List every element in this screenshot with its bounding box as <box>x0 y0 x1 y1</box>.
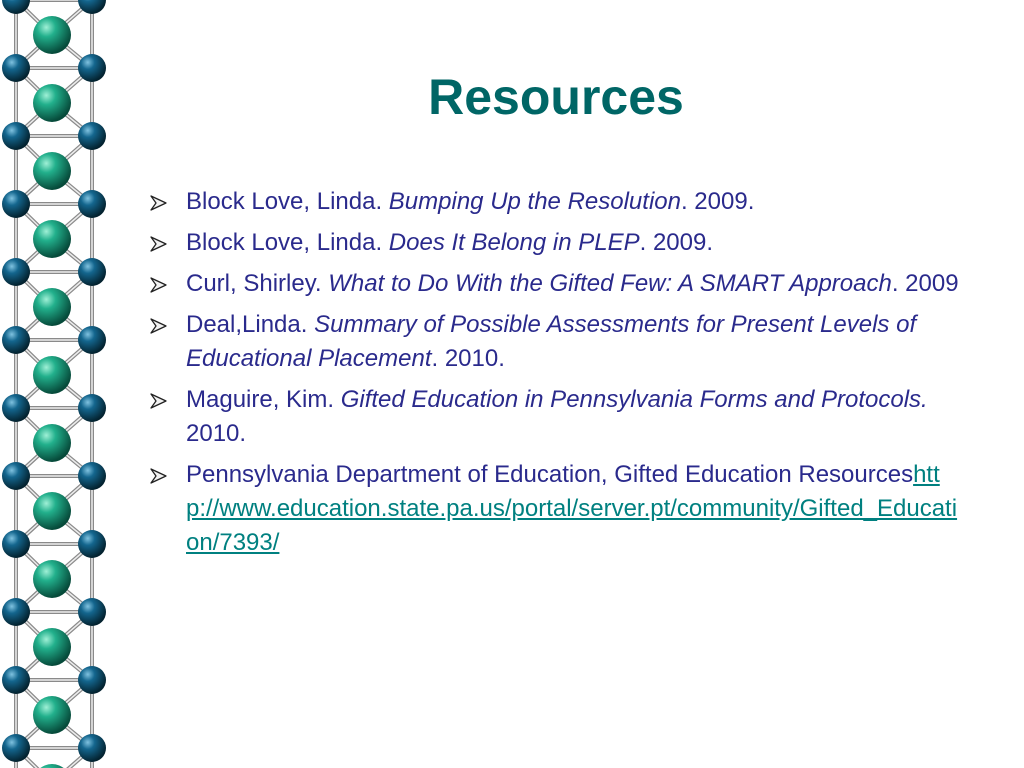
teal-bead <box>33 628 71 666</box>
resource-author: Pennsylvania Department of Education, Gifted Education Resources <box>186 461 914 488</box>
navy-bead <box>2 122 30 150</box>
resource-item <box>150 308 965 376</box>
navy-bead <box>2 462 30 490</box>
slide-title: Resources <box>428 69 684 125</box>
resource-item <box>150 226 965 260</box>
navy-bead <box>78 598 106 626</box>
teal-bead <box>33 152 71 190</box>
teal-bead <box>33 356 71 394</box>
resource-link[interactable]: http://www.education.state.pa.us/portal/server.pt/community/Gifted_Education/7393/ <box>186 461 958 556</box>
navy-bead <box>2 734 30 762</box>
resource-title: Does It Belong in PLEP <box>388 229 640 256</box>
navy-bead <box>78 530 106 558</box>
resource-year: . 2009 <box>891 270 959 297</box>
resource-title: Bumping Up the Resolution <box>388 188 681 215</box>
navy-bead <box>2 326 30 354</box>
resource-year: . 2009. <box>680 188 755 215</box>
navy-bead <box>78 258 106 286</box>
arrow-bullet-icon <box>150 185 172 219</box>
navy-bead <box>2 190 30 218</box>
teal-bead <box>33 560 71 598</box>
navy-bead <box>78 122 106 150</box>
resource-year: . 2009. <box>639 229 714 256</box>
teal-bead <box>33 16 71 54</box>
navy-bead <box>78 666 106 694</box>
resource-title: Gifted Education in Pennsylvania Forms and Protocols. <box>340 386 928 413</box>
teal-bead <box>33 696 71 734</box>
arrow-bullet-icon <box>150 226 172 260</box>
molecule-chain-border <box>0 0 112 768</box>
resource-title: Summary of Possible Assessments for Present Levels of Educational Placement <box>186 311 917 372</box>
teal-bead <box>33 492 71 530</box>
navy-bead <box>78 734 106 762</box>
navy-bead <box>2 666 30 694</box>
navy-bead <box>78 394 106 422</box>
navy-bead <box>78 190 106 218</box>
resource-item <box>150 458 965 560</box>
navy-bead <box>2 394 30 422</box>
teal-bead <box>33 84 71 122</box>
navy-bead <box>2 530 30 558</box>
resource-author: Block Love, Linda. <box>186 229 389 256</box>
navy-bead <box>2 54 30 82</box>
teal-bead <box>33 288 71 326</box>
navy-bead <box>78 0 106 14</box>
resource-author: Deal,Linda. <box>186 311 315 338</box>
resource-title: What to Do With the Gifted Few: A SMART Approach <box>328 270 892 297</box>
teal-bead <box>33 220 71 258</box>
arrow-bullet-icon <box>150 458 172 492</box>
arrow-bullet-icon <box>150 308 172 342</box>
resource-item <box>150 383 965 451</box>
resource-year: . 2010. <box>431 345 505 372</box>
navy-bead <box>78 462 106 490</box>
resource-list <box>150 185 965 567</box>
navy-bead <box>2 258 30 286</box>
navy-bead <box>2 598 30 626</box>
resource-author: Block Love, Linda. <box>186 188 389 215</box>
resource-item <box>150 267 965 301</box>
arrow-bullet-icon <box>150 383 172 417</box>
arrow-bullet-icon <box>150 267 172 301</box>
resource-item <box>150 185 965 219</box>
resource-year: 2010. <box>186 420 247 447</box>
navy-bead <box>78 54 106 82</box>
navy-bead <box>78 326 106 354</box>
teal-bead <box>33 424 71 462</box>
resource-author: Maguire, Kim. <box>186 386 341 413</box>
resource-author: Curl, Shirley. <box>186 270 329 297</box>
